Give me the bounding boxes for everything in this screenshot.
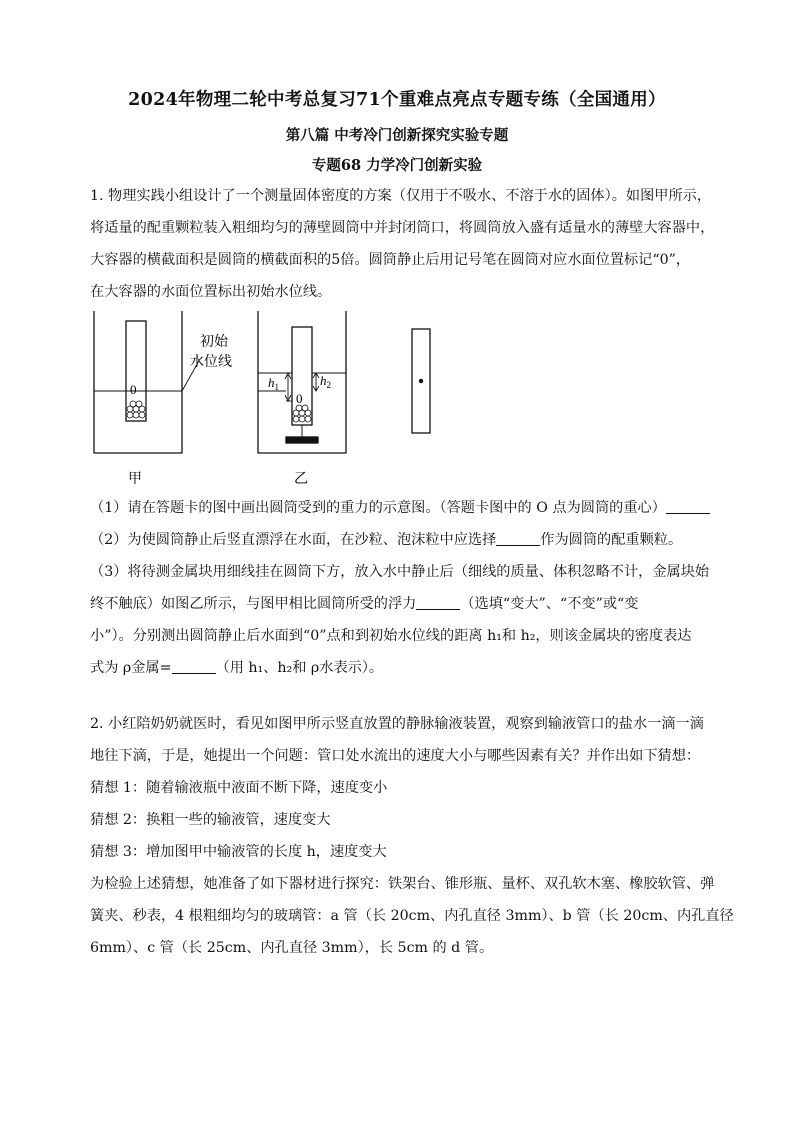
q1-sub3-text-d: （用 h₁、h₂和 ρ水表示）。 bbox=[215, 660, 384, 676]
q1-sub1-text: （1）请在答题卡的图中画出圆筒受到的重力的示意图。（答题卡图中的 O 点为圆筒的重心） bbox=[90, 500, 666, 516]
caption-a: 甲 bbox=[128, 471, 142, 487]
q1-sub3-line-3: 小”）。分别测出圆筒静止后水面到“0”点和到初始水位线的距离 h₁和 h₂，则该金属块的密度表达 bbox=[90, 628, 692, 644]
q2-line-5: 猜想 3：增加图甲中输液管的长度 h，速度变大 bbox=[90, 844, 387, 860]
q1-figure-svg bbox=[86, 303, 446, 499]
q1-sub2-answer-blank[interactable] bbox=[496, 531, 540, 546]
label-initial-line-1: 初始 bbox=[200, 334, 228, 350]
q2-line-8: 6mm）、c 管（长 25cm、内孔直径 3mm），长 5cm 的 d 管。 bbox=[90, 940, 494, 956]
zero-mark-b: 0 bbox=[296, 391, 303, 406]
q2-line-2: 地往下滴，于是，她提出一个问题：管口处水流出的速度大小与哪些因素有关？并作出如下猜想： bbox=[90, 748, 701, 764]
q1-sub3-line-1: （3）将待测金属块用细线挂在圆筒下方，放入水中静止后（细线的质量、体积忽略不计，金属块始 bbox=[90, 564, 710, 580]
document-title: 2024年物理二轮中考总复习71个重难点亮点专题专练（全国通用） bbox=[128, 90, 666, 110]
q2-line-4: 猜想 2：换粗一些的输液管，速度变大 bbox=[90, 812, 331, 828]
label-initial-line-2: 水位线 bbox=[190, 354, 232, 370]
q1-sub2-text-b: 作为圆筒的配重颗粒。 bbox=[540, 532, 683, 548]
metal-block bbox=[286, 437, 318, 443]
part-heading: 第八篇 中考冷门创新探究实验专题 bbox=[285, 127, 509, 144]
center-of-gravity-point bbox=[419, 379, 423, 383]
q1-line-3: 大容器的横截面积是圆筒的横截面积的5倍。圆筒静止后用记号笔在圆筒对应水面位置标记“0”， bbox=[90, 252, 691, 268]
q1-sub1 bbox=[90, 498, 705, 518]
q1-sub3-text-c: 式为 ρ金属= bbox=[90, 660, 172, 676]
q1-sub3-line-4 bbox=[90, 658, 705, 678]
q1-sub3-line-2 bbox=[90, 594, 705, 614]
q1-line-4: 在大容器的水面位置标出初始水位线。 bbox=[90, 284, 332, 300]
q1-line-1: 1. 物理实践小组设计了一个测量固体密度的方案（仅用于不吸水、不溶于水的固体）。如图甲所示， bbox=[90, 188, 712, 204]
q2-line-6: 为检验上述猜想，她准备了如下器材进行探究：铁架台、锥形瓶、量杯、双孔软木塞、橡胶软管、弹 bbox=[90, 876, 715, 892]
caption-b: 乙 bbox=[294, 471, 308, 487]
q1-sub2 bbox=[90, 530, 705, 550]
q2-line-7: 簧夹、秒表，4 根粗细均匀的玻璃管：a 管（长 20cm、内孔直径 3mm）、b 管（长 20cm、内孔直径 bbox=[90, 908, 734, 924]
topic-heading: 专题68 力学冷门创新实验 bbox=[311, 157, 483, 174]
zero-mark-a: 0 bbox=[130, 382, 137, 397]
q2-line-3: 猜想 1：随着输液瓶中液面不断下降，速度变小 bbox=[90, 780, 388, 796]
q1-sub3-text-a: 终不触底）如图乙所示，与图甲相比圆筒所受的浮力 bbox=[90, 596, 417, 612]
q1-line-2: 将适量的配重颗粒装入粗细均匀的薄壁圆筒中并封闭筒口，将圆筒放入盛有适量水的薄壁大容器中， bbox=[90, 220, 715, 236]
q1-sub3-buoyancy-blank[interactable] bbox=[416, 595, 460, 610]
q1-sub2-text-a: （2）为使圆筒静止后竖直漂浮在水面，在沙粒、泡沫粒中应选择 bbox=[90, 532, 497, 548]
q1-sub3-text-b: （选填“变大”、“不变”或“变 bbox=[460, 596, 639, 612]
q2-line-1: 2. 小红陪奶奶就医时，看见如图甲所示竖直放置的静脉输液装置，观察到输液管口的盐水一滴一滴 bbox=[90, 716, 704, 732]
q1-sub1-answer-blank[interactable] bbox=[666, 499, 710, 514]
label-h2: $h_2$ bbox=[320, 373, 331, 390]
q1-figure bbox=[86, 303, 446, 499]
container-a bbox=[94, 311, 182, 453]
label-h1: $h_1$ bbox=[268, 375, 279, 392]
q1-sub3-density-blank[interactable] bbox=[172, 659, 216, 674]
